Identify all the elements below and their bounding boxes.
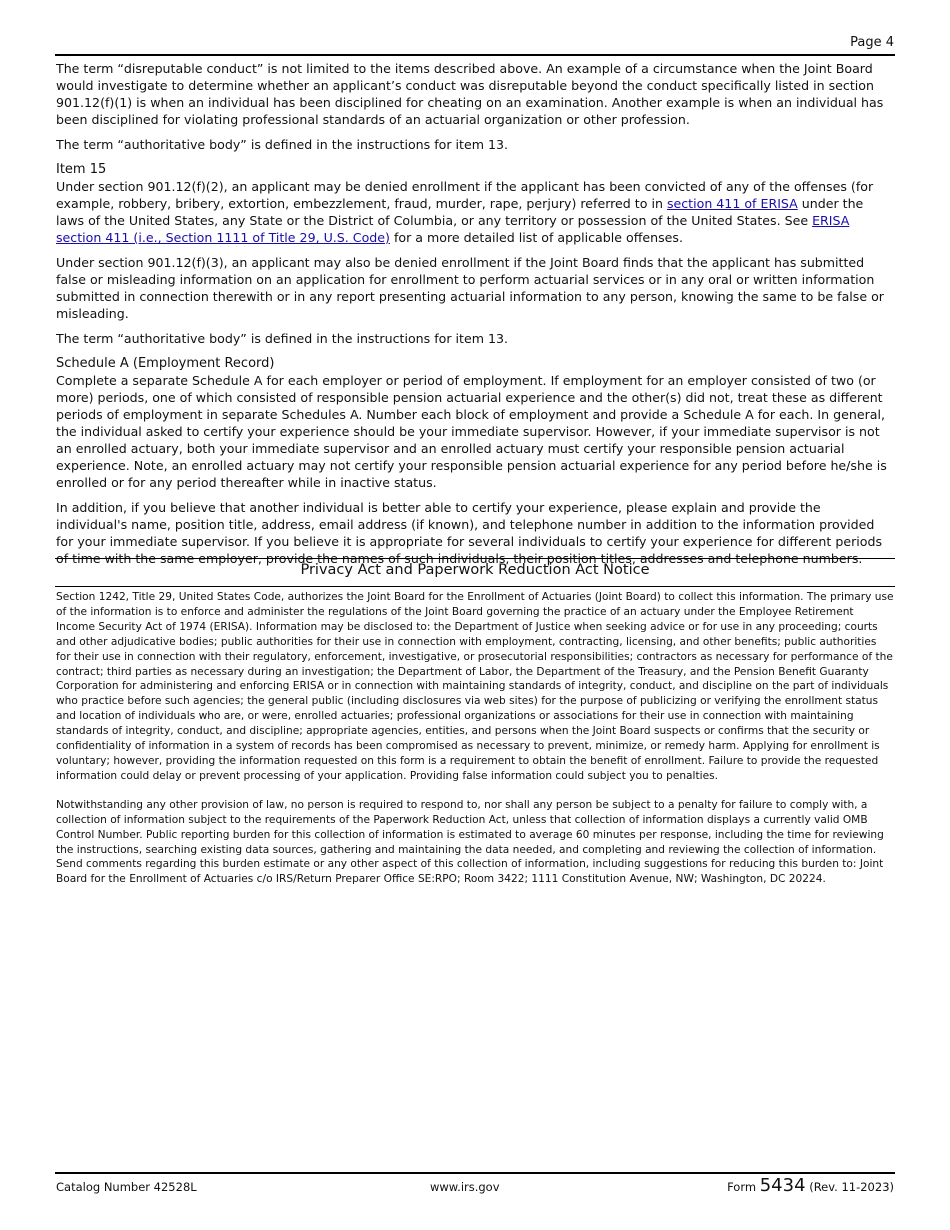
instructions-body — [56, 60, 894, 575]
form-number: 5434 — [759, 1175, 806, 1196]
paragraph-item-15-false-info: Under section 901.12(f)(3), an applicant may also be denied enrollment if the Joint Board finds that the applicant has submitted false or misleading information on an application for enrollment to perform actuarial services or in any oral or written information submitted in connection therewith or in any report presenting actuarial information to any person, knowing the same to be false or misleading. — [56, 255, 884, 321]
privacy-top-rule — [55, 558, 895, 559]
paragraph-schedule-a-additional: In addition, if you believe that another individual is better able to certify your experience, please explain and provide the individual's name, position title, address, email address (if known), and telephone number in addition to the information provided for your immediate supervisor. If you believe it is appropriate for several individuals to certify your experience for different periods of time with the same employer, provide the names of such individuals, their position titles, addresses and telephone numbers. — [56, 500, 883, 566]
catalog-number: Catalog Number 42528L — [56, 1180, 197, 1194]
website: www.irs.gov — [430, 1180, 500, 1194]
page-number: Page 4 — [850, 35, 894, 50]
paragraph-schedule-a: Complete a separate Schedule A for each employer or period of employment. If employment for an employer consisted of two (or more) periods, one of which consisted of responsible pension actuarial experience and the other(s) did not, treat these as different periods of employment in separate Schedules A. Number each block of employment and provide a Schedule A for each. In general, the individual asked to certify your experience should be your immediate supervisor. However, if your immediate supervisor is not an enrolled actuary, both your immediate supervisor and an enrolled actuary must certify your responsible pension actuarial experience. Note, an enrolled actuary may not certify your responsible pension actuarial experience for any period before he/she is enrolled or for any period thereafter while in inactive status. — [56, 373, 887, 490]
paragraph-authoritative-body: The term “authoritative body” is defined in the instructions for item 13. — [56, 137, 509, 152]
top-rule — [55, 54, 895, 56]
paragraph-item-15-offenses: Under section 901.12(f)(2), an applicant may be denied enrollment if the applicant has been convicted of any of the offenses (for example, robbery, bribery, extortion, embezzlement, fraud, murder, rape, perjury) referred to in section 411 of ERISA under the laws of the United States, any State or the District of Columbia, or any territory or possession of the United States. See ERISA section 411 (i.e., Section 1111 of Title 29, U.S. Code) for a more detailed list of applicable offenses. — [56, 179, 874, 245]
privacy-title: Privacy Act and Paperwork Reduction Act Notice — [300, 562, 650, 578]
footer-rule — [55, 1172, 895, 1174]
schedule-a-heading: Schedule A (Employment Record) — [56, 356, 275, 371]
form-identifier: Form 5434 (Rev. 11-2023) — [727, 1175, 894, 1196]
privacy-paragraph: Section 1242, Title 29, United States Code, authorizes the Joint Board for the Enrollment of Actuaries (Joint Board) to collect this information. The primary use of the information is to enforce and administer the regulations of the Joint Board governing the practice of an actuary under the Employee Retirement Income Security Act of 1974 (ERISA). Information may be disclosed to: the Department of Justice when seeking advice or for use in any proceeding; courts and other adjudicative bodies; public authorities for their use in connection with employment, contracting, licensing, and other benefits; public authorities for their use in connection with their regulatory, enforcement, investigative, or prosecutorial responsibilities; contractors as necessary for performance of the contract; third parties as necessary during an investigation; the Department of Labor, the Department of the Treasury, and the Pension Benefit Guaranty Corporation for administering and enforcing ERISA or in connection with maintaining standards of integrity, conduct, and discipline on the part of individuals who practice before such agencies; the general public (including disclosures via web sites) for the purpose of publicizing or verifying the enrollment status and location of individuals who are, or were, enrolled actuaries; professional organizations or associations for their use in connection with maintaining standards of integrity, conduct, and discipline; appropriate agencies, entities, and persons when the Joint Board suspects or confirms that the security or confidentiality of information in a system of records has been compromised as necessary to prevent, minimize, or remedy harm. Applying for enrollment is voluntary; however, providing the information requested on this form is a requirement to obtain the benefit of enrollment. Failure to provide the requested information could delay or prevent processing of your application. Providing false information could subject you to penalties. — [56, 591, 894, 782]
privacy-notice — [56, 590, 894, 901]
erisa-411-title29-link[interactable]: ERISA section 411 (i.e., Section 1111 of Title 29, U.S. Code) — [56, 213, 850, 245]
erisa-411-link[interactable]: section 411 of ERISA — [666, 196, 798, 211]
paragraph-disreputable-conduct: The term “disreputable conduct” is not limited to the items described above. An example of a circumstance when the Joint Board would investigate to determine whether an applicant’s conduct was disreputable beyond the conduct specifically listed in section 901.12(f)(1) is when an individual has been disciplined for cheating on an examination. Another example is when an individual has been disciplined for violating professional standards of an actuarial organization or other profession. — [56, 61, 884, 127]
paperwork-paragraph: Notwithstanding any other provision of law, no person is required to respond to, nor shall any person be subject to a penalty for failure to comply with, a collection of information subject to the requirements of the Paperwork Reduction Act, unless that collection of information displays a currently valid OMB Control Number. Public reporting burden for this collection of information is estimated to average 60 minutes per response, including the time for reviewing the instructions, searching existing data sources, gathering and maintaining the data needed, and completing and reviewing the collection of information. Send comments regarding this burden estimate or any other aspect of this collection of information, including suggestions for reducing this burden to: Joint Board for the Enrollment of Actuaries c/o IRS/Return Preparer Office SE:RPO; Room 3422; 1111 Constitution Avenue, NW; Washington, DC 20224. — [56, 798, 884, 886]
privacy-bottom-rule — [55, 586, 895, 587]
item-15-heading: Item 15 — [56, 162, 107, 177]
paragraph-authoritative-body-2: The term “authoritative body” is defined in the instructions for item 13. — [56, 331, 509, 346]
